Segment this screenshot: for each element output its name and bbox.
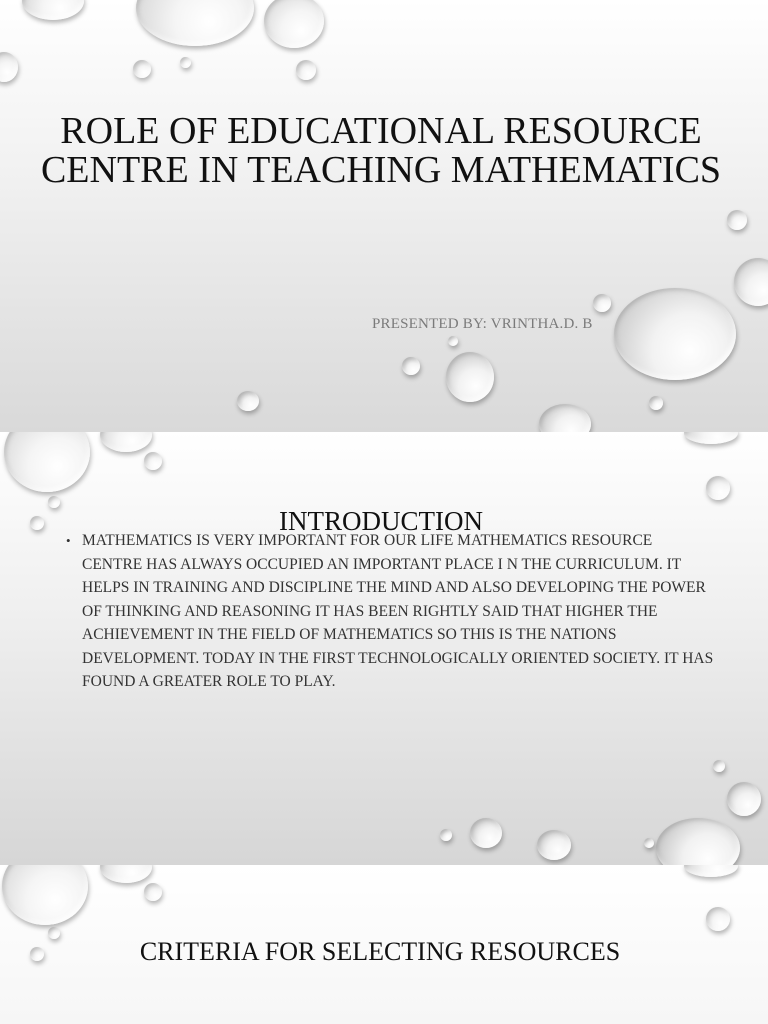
water-droplet-decoration	[180, 57, 191, 68]
slide-introduction	[0, 432, 768, 865]
water-droplet-decoration	[727, 210, 747, 230]
water-droplet-decoration	[614, 288, 736, 380]
water-droplet-decoration	[593, 294, 611, 312]
water-droplet-decoration	[402, 357, 420, 375]
water-droplet-decoration	[727, 782, 761, 816]
water-droplet-decoration	[684, 432, 738, 444]
water-droplet-decoration	[706, 907, 730, 931]
water-droplet-decoration	[100, 865, 152, 883]
criteria-heading: CRITERIA FOR SELECTING RESOURCES	[139, 937, 621, 966]
water-droplet-decoration	[644, 838, 654, 848]
water-droplet-decoration	[470, 818, 502, 848]
water-droplet-decoration	[684, 865, 738, 877]
water-droplet-decoration	[656, 818, 740, 865]
water-droplet-decoration	[440, 829, 452, 841]
water-droplet-decoration	[237, 391, 259, 411]
water-droplet-decoration	[2, 865, 88, 925]
water-droplet-decoration	[448, 336, 458, 346]
water-droplet-decoration	[713, 760, 725, 772]
water-droplet-decoration	[706, 476, 730, 500]
bullet-glyph: •	[66, 533, 71, 548]
water-droplet-decoration	[0, 52, 18, 82]
water-droplet-decoration	[144, 452, 162, 470]
presentation-title: ROLE OF EDUCATIONAL RESOURCE CENTRE IN TEACHING MATHEMATICS	[40, 110, 722, 191]
water-droplet-decoration	[100, 432, 152, 452]
slide-title-page	[0, 0, 768, 432]
bullet-text: MATHEMATICS IS VERY IMPORTANT FOR OUR LIFE MATHEMATICS RESOURCE CENTRE HAS ALWAYS OCCUPIED AN IMPORTANT PLACE I N THE CURRICULUM. IT HELPS IN TRAINING AND DISCIPLINE THE MIND AND ALSO DEVELOPING THE POWER OF THINKING AND REASONING IT HAS BEEN RIGHTLY SAID THAT HIGHER THE ACHIEVEMENT IN THE FIELD OF MATHEMATICS SO THIS IS THE NATIONS DEVELOPMENT. TODAY IN THE FIRST TECHNOLOGICALLY ORIENTED SOCIETY. IT HAS FOUND A GREATER ROLE TO PLAY.	[82, 532, 714, 690]
presenter-credit: PRESENTED BY: VRINTHA.D. B	[372, 316, 593, 332]
water-droplet-decoration	[264, 0, 324, 48]
slide-criteria	[0, 865, 768, 1024]
introduction-heading: INTRODUCTION	[279, 506, 483, 536]
water-droplet-decoration	[539, 404, 591, 432]
water-droplet-decoration	[133, 60, 151, 78]
water-droplet-decoration	[446, 352, 494, 402]
water-droplet-decoration	[136, 0, 254, 46]
water-droplet-decoration	[4, 432, 90, 492]
list-item	[66, 529, 716, 694]
introduction-bullet-list	[66, 529, 716, 694]
water-droplet-decoration	[537, 830, 571, 860]
water-droplet-decoration	[144, 883, 162, 901]
water-droplet-decoration	[296, 60, 316, 80]
water-droplet-decoration	[22, 0, 84, 20]
water-droplet-decoration	[649, 396, 663, 410]
water-droplet-decoration	[734, 258, 768, 306]
